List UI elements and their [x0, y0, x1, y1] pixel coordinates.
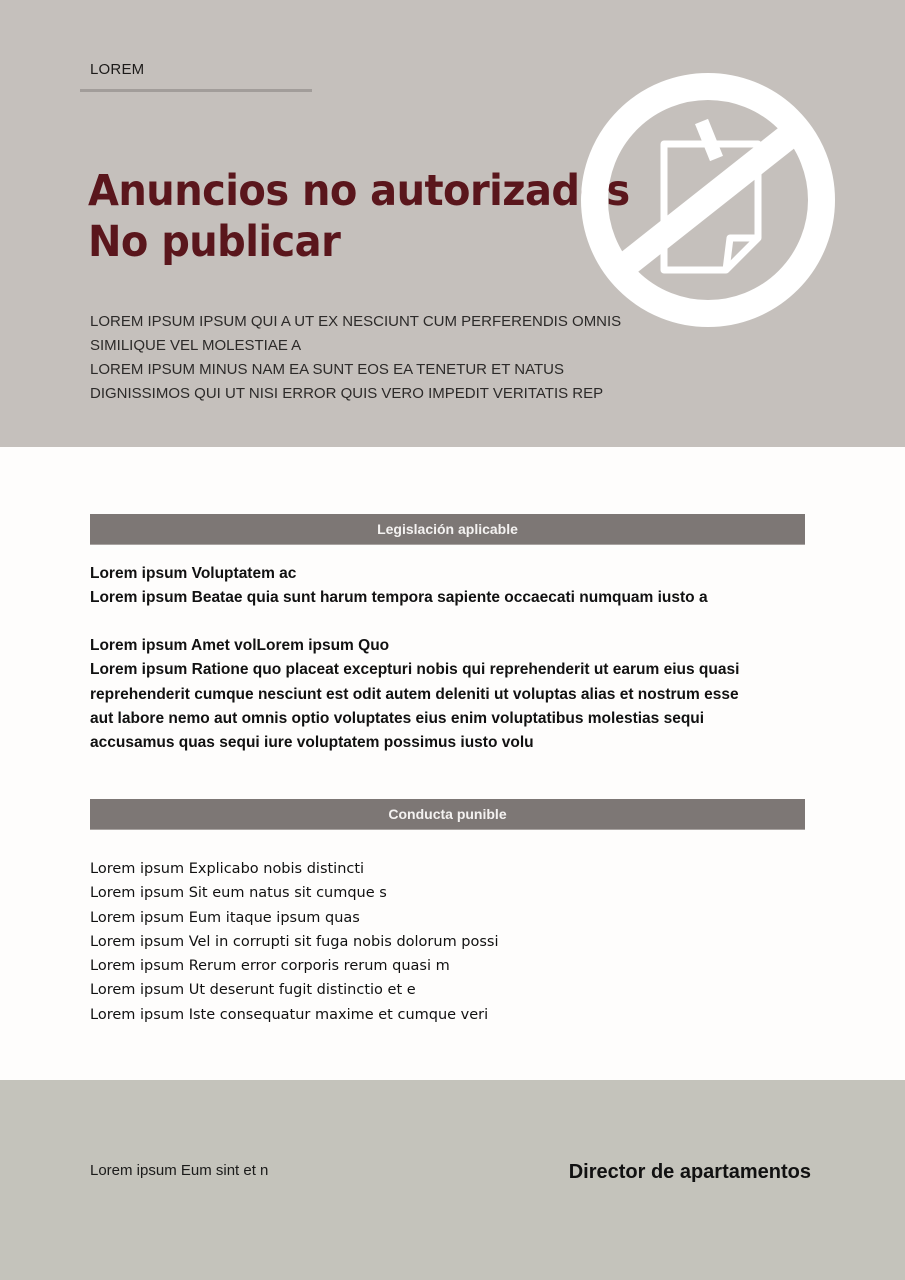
- text-line: Lorem ipsum Beatae quia sunt harum tempora sapiente occaecati numquam iusto a: [90, 589, 708, 607]
- title-line-2: No publicar: [88, 217, 341, 267]
- intro-text: [90, 310, 650, 406]
- kicker-divider: [80, 89, 312, 92]
- text-line: aut labore nemo aut omnis optio voluptates eius enim voluptatibus molestias sequi: [90, 709, 705, 727]
- section-heading-conducta: Conducta punible: [90, 799, 805, 830]
- signature-title: Director de apartamentos: [568, 1161, 811, 1183]
- list-item: Lorem ipsum Vel in corrupti sit fuga nobis dolorum possi: [90, 933, 499, 950]
- list-item: Lorem ipsum Eum itaque ipsum quas: [90, 909, 360, 926]
- text-line: Lorem ipsum Voluptatem ac: [90, 565, 297, 582]
- text-line: Lorem ipsum Amet volLorem ipsum Quo: [90, 637, 390, 654]
- intro-line: LOREM IPSUM MINUS NAM EA SUNT EOS EA TENETUR ET NATUS: [90, 361, 564, 378]
- intro-line: DIGNISSIMOS QUI UT NISI ERROR QUIS VERO IMPEDIT VERITATIS REP: [90, 385, 604, 402]
- list-item: Lorem ipsum Explicabo nobis distincti: [90, 861, 365, 877]
- tape-icon: [695, 119, 723, 161]
- text-line: reprehenderit cumque nesciunt est odit autem deleniti ut voluptas alias et nostrum esse: [90, 685, 739, 703]
- no-posting-icon: [578, 70, 838, 330]
- kicker-label: LOREM: [90, 61, 145, 78]
- list-item: Lorem ipsum Rerum error corporis rerum quasi m: [90, 958, 450, 975]
- header-band: [0, 0, 905, 447]
- list-item: Lorem ipsum Sit eum natus sit cumque s: [90, 885, 387, 902]
- list-item: Lorem ipsum Iste consequatur maxime et cumque veri: [90, 1006, 489, 1023]
- title-line-1: Anuncios no autorizados: [88, 166, 630, 216]
- footer-band: [0, 1080, 905, 1280]
- conduct-list: [90, 857, 790, 1027]
- footer-note: Lorem ipsum Eum sint et n: [90, 1162, 269, 1179]
- text-line: accusamus quas sequi iure voluptatem possimus iusto volu: [90, 734, 534, 752]
- text-line: Lorem ipsum Ratione quo placeat excepturi nobis qui reprehenderit ut earum eius quasi: [90, 661, 740, 679]
- list-item: Lorem ipsum Ut deserunt fugit distinctio et e: [90, 982, 416, 999]
- legislation-block-2: [90, 634, 790, 755]
- page-title: [88, 166, 630, 268]
- legislation-block-1: [90, 562, 790, 611]
- intro-line: SIMILIQUE VEL MOLESTIAE A: [90, 337, 302, 354]
- intro-line: LOREM IPSUM IPSUM QUI A UT EX NESCIUNT CUM PERFERENDIS OMNIS: [90, 313, 622, 330]
- section-heading-legislacion: Legislación aplicable: [90, 514, 805, 545]
